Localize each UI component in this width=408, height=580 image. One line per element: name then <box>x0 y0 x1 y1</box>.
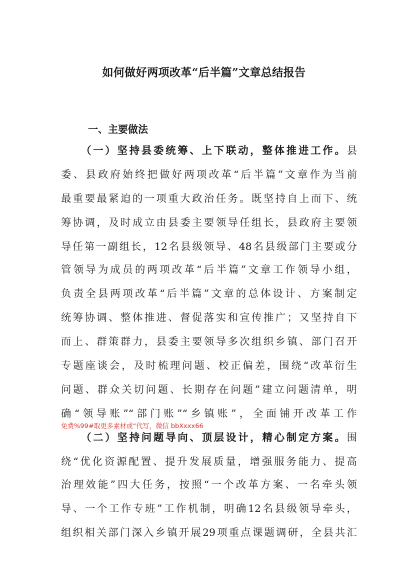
watermark-text: 免费%99#取更多素材或“代写，微信 bbXxxx66 <box>61 421 204 430</box>
paragraph-2-first-line <box>61 427 357 451</box>
paragraph-1-line: 而上、群策群力，县委主要领导多次组织乡镇、部门召开 <box>61 337 357 349</box>
paragraph-2-line: 绕“优化资源配置、提升发展质量，增强服务能力、提高 <box>61 456 357 468</box>
paragraph-1-line: 负责全县两项改革“后半篇”文章的总体设计、方案制定 <box>61 289 357 301</box>
paragraph-2-line: 组织相关部门深入乡镇开展29项重点课题调研，全县共汇 <box>61 528 357 540</box>
paragraph-1-line: 筹协调，及时成立由县委主要领导任组长，县政府主要领 <box>61 217 357 229</box>
paragraph-1-line: 管领导为成员的两项改革“后半篇”文章工作领导小组， <box>61 265 357 277</box>
paragraph-2-first-line-tail: 围 <box>346 432 357 444</box>
paragraph-2-subhead: （二）坚持问题导向、顶层设计，精心制定方案。 <box>81 431 347 444</box>
section-heading-main-practices: 一、主要做法 <box>88 125 148 136</box>
paragraph-1-line: 统筹协调、整体推进、督促落实和宣传推广；又坚持自下 <box>61 313 357 325</box>
document-body <box>61 140 357 546</box>
paragraph-1-line: 最重要最紧迫的一项重大政治任务。既坚持自上而下、统 <box>61 193 357 205</box>
paragraph-1-line: 确“领导账”“部门账”“乡镇账”，全面铺开改革工作 <box>61 408 357 420</box>
paragraph-2-line: 导、一个工作专班”工作机制，明确12名县级领导牵头， <box>61 504 357 516</box>
paragraph-1-subhead: （一）坚持县委统筹、上下联动，整体推进工作。 <box>81 145 347 157</box>
paragraph-1-line: 导任第一副组长，12名县级领导、48名县级部门主要或分 <box>61 241 357 253</box>
paragraph-1-line: 专题座谈会，及时梳理问题、校正偏差，围绕“改革衍生 <box>61 361 357 373</box>
paragraph-2-line: 治理效能”四大任务，按照“一个改革方案、一名牵头领 <box>61 480 357 492</box>
paragraph-1-first-line-tail: 县 <box>346 146 357 157</box>
paragraph-1-first-line <box>61 140 357 164</box>
document-title: 如何做好两项改革“后半篇”文章总结报告 <box>102 66 306 79</box>
paragraph-1-line: 问题、群众关切问题、长期存在问题”建立问题清单，明 <box>61 384 357 396</box>
paragraph-1-line: 委、县政府始终把做好两项改革“后半篇”文章作为当前 <box>61 169 357 181</box>
